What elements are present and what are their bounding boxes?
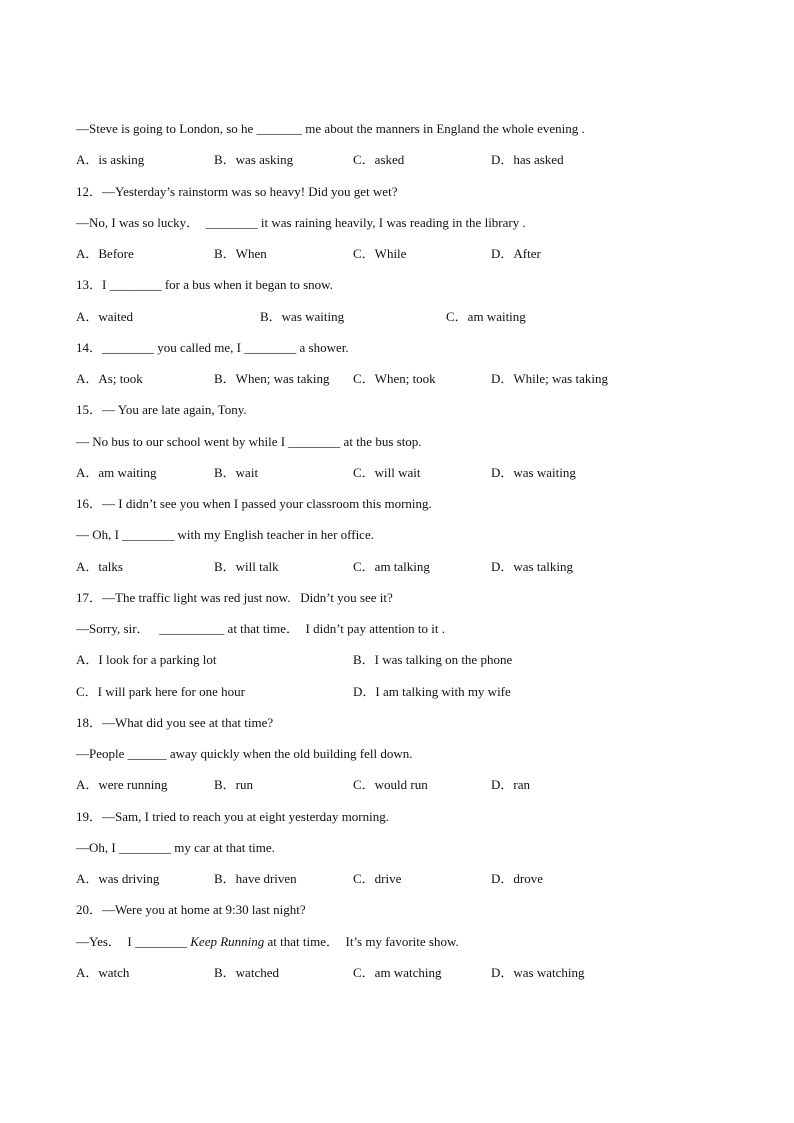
answer-option: D．was waiting — [491, 465, 576, 480]
answer-option: A．were running — [76, 777, 168, 792]
question-line: —Sorry, sir． __________ at that time． I didn’t pay attention to it . — [76, 621, 446, 636]
answer-option: B．was asking — [214, 152, 294, 167]
answer-option: D．drove — [491, 871, 543, 886]
question-line: 19．—Sam, I tried to reach you at eight yesterday morning. — [76, 809, 390, 824]
answer-option: A．I look for a parking lot — [76, 652, 217, 667]
answer-option: C．will wait — [353, 465, 421, 480]
answer-option: D．While; was taking — [491, 371, 608, 386]
answer-option: C．am watching — [353, 965, 442, 980]
answer-option: C．am talking — [353, 559, 430, 574]
answer-option: A．is asking — [76, 152, 145, 167]
answer-option: D．ran — [491, 777, 530, 792]
answer-option: D．was talking — [491, 559, 573, 574]
question-line — [76, 934, 459, 950]
answer-option: A．watch — [76, 965, 130, 980]
answer-option: B．When; was taking — [214, 371, 330, 386]
question-line: —People ______ away quickly when the old building fell down. — [76, 746, 413, 761]
answer-option: A．waited — [76, 309, 134, 324]
answer-option: A．am waiting — [76, 465, 157, 480]
answer-option: C．asked — [353, 152, 405, 167]
question-line: — No bus to our school went by while I ________ at the bus stop. — [76, 434, 422, 449]
question-line: — Oh, I ________ with my English teacher in her office. — [76, 527, 374, 542]
question-line: 16．— I didn’t see you when I passed your classroom this morning. — [76, 496, 432, 511]
answer-option: C．While — [353, 246, 407, 261]
answer-option: A．Before — [76, 246, 134, 261]
question-line: —Oh, I ________ my car at that time. — [76, 840, 275, 855]
answer-option: B．will talk — [214, 559, 279, 574]
question-line: 12．—Yesterday’s rainstorm was so heavy! Did you get wet? — [76, 184, 398, 199]
answer-option: B．I was talking on the phone — [353, 652, 513, 667]
answer-option: B．have driven — [214, 871, 297, 886]
answer-option: C．am waiting — [446, 309, 526, 324]
answer-option: D．has asked — [491, 152, 564, 167]
answer-option: B．When — [214, 246, 267, 261]
question-line: 20．—Were you at home at 9:30 last night? — [76, 902, 306, 917]
answer-option: C．drive — [353, 871, 402, 886]
answer-option: B．run — [214, 777, 254, 792]
question-line: 15．— You are late again, Tony. — [76, 402, 247, 417]
question-line: 17．—The traffic light was red just now. Didn’t you see it? — [76, 590, 393, 605]
question-text: —Yes． I ________ — [76, 934, 191, 949]
answer-option: D．After — [491, 246, 541, 261]
answer-option: D．was watching — [491, 965, 585, 980]
question-text: at that time． It’s my favorite show. — [264, 934, 459, 949]
answer-option: A．was driving — [76, 871, 160, 886]
answer-option: A．talks — [76, 559, 123, 574]
answer-option: B．watched — [214, 965, 279, 980]
answer-option: D．I am talking with my wife — [353, 684, 511, 699]
question-line: —Steve is going to London, so he _______ me about the manners in England the whole evening . — [76, 121, 585, 136]
answer-option: C．would run — [353, 777, 428, 792]
question-line: 13．I ________ for a bus when it began to snow. — [76, 277, 333, 292]
answer-option: A．As; took — [76, 371, 143, 386]
answer-option: C．I will park here for one hour — [76, 684, 245, 699]
answer-option: C．When; took — [353, 371, 436, 386]
question-line: —No, I was so lucky． ________ it was raining heavily, I was reading in the library . — [76, 215, 526, 230]
question-line: 14．________ you called me, I ________ a shower. — [76, 340, 349, 355]
show-title: Keep Running — [190, 934, 265, 949]
answer-option: B．wait — [214, 465, 259, 480]
answer-option: B．was waiting — [260, 309, 345, 324]
question-line: 18．—What did you see at that time? — [76, 715, 274, 730]
